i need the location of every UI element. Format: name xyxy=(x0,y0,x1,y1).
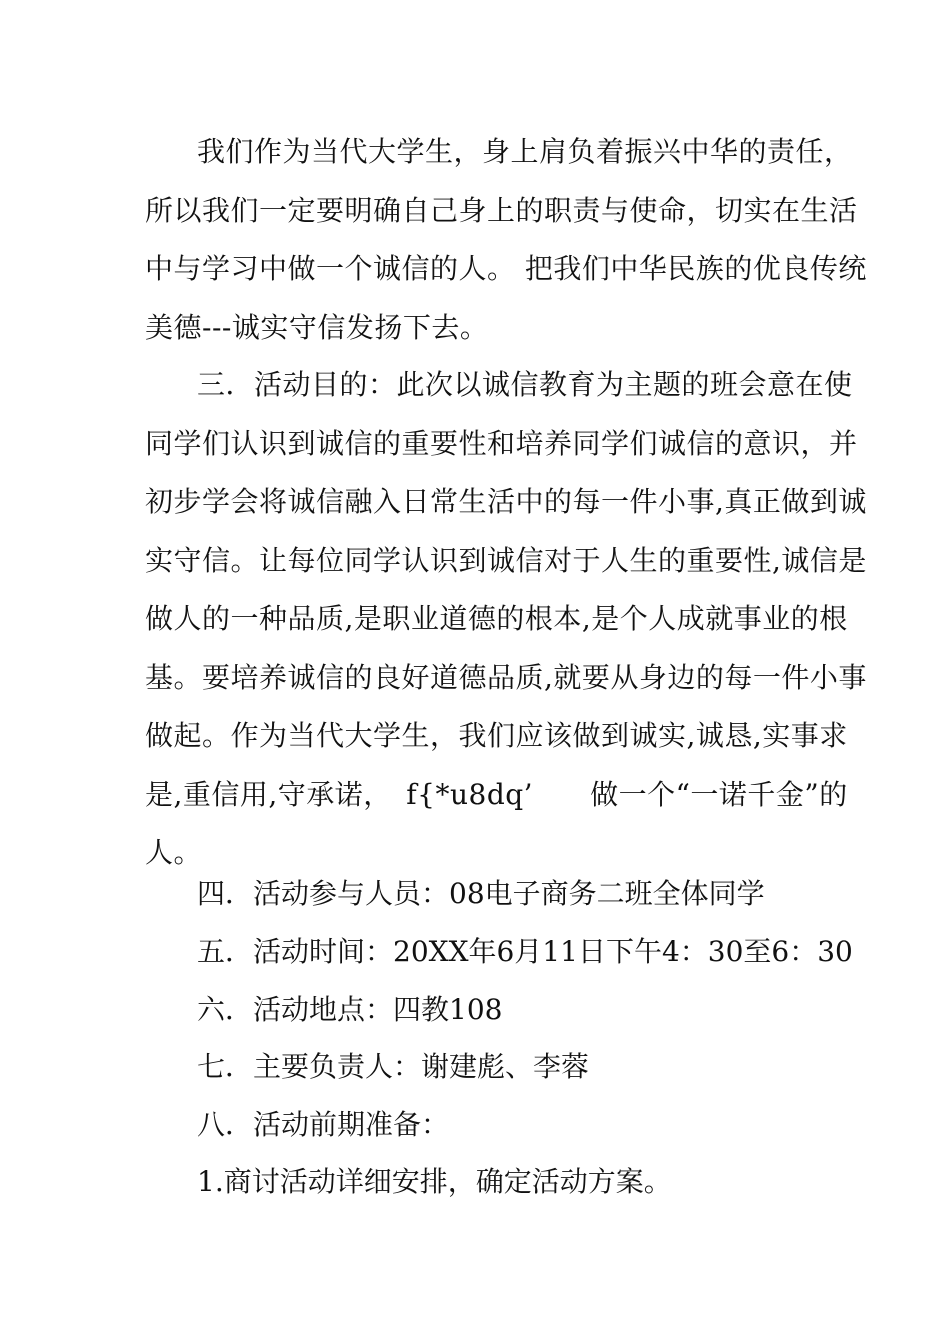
item-participants: 四．活动参与人员：08电子商务二班全体同学 xyxy=(197,877,765,910)
paragraph-line: 中与学习中做一个诚信的人。 把我们中华民族的优良传统 xyxy=(145,252,867,285)
paragraph-line: 三．活动目的：此次以诚信教育为主题的班会意在使 xyxy=(197,368,853,401)
paragraph-line: 是,重信用,守承诺， f{*u8dq’ 做一个“一诺千金”的 xyxy=(145,777,848,811)
paragraph-line: 美德---诚实守信发扬下去。 xyxy=(145,310,489,344)
paragraph-line: 人。 xyxy=(145,836,203,869)
paragraph-line: 做起。作为当代大学生，我们应该做到诚实,诚恳,实事求 xyxy=(145,719,848,752)
item-location: 六．活动地点：四教108 xyxy=(197,993,503,1026)
paragraph-line: 所以我们一定要明确自己身上的职责与使命，切实在生活 xyxy=(145,193,858,227)
paragraph-mission xyxy=(145,123,867,357)
paragraph-line: 同学们认识到诚信的重要性和培养同学们诚信的意识，并 xyxy=(145,426,858,460)
paragraph-activity-purpose xyxy=(145,356,867,883)
item-preparation-step-1: 1.商讨活动详细安排，确定活动方案。 xyxy=(197,1165,672,1198)
paragraph-line: 我们作为当代大学生，身上肩负着振兴中华的责任， xyxy=(197,135,853,168)
paragraph-line: 实守信。让每位同学认识到诚信对于人生的重要性,诚信是 xyxy=(145,543,867,577)
item-time: 五．活动时间：20XX年6月11日下午4：30至6：30 xyxy=(197,935,853,968)
item-preparation-heading: 八．活动前期准备： xyxy=(197,1108,450,1141)
paragraph-line: 做人的一种品质,是职业道德的根本,是个人成就事业的根 xyxy=(145,602,848,635)
paragraph-line: 初步学会将诚信融入日常生活中的每一件小事,真正做到诚 xyxy=(145,485,867,518)
item-person-in-charge: 七．主要负责人：谢建彪、李蓉 xyxy=(197,1050,590,1083)
paragraph-line: 基。要培养诚信的良好道德品质,就要从身边的每一件小事 xyxy=(145,660,867,694)
